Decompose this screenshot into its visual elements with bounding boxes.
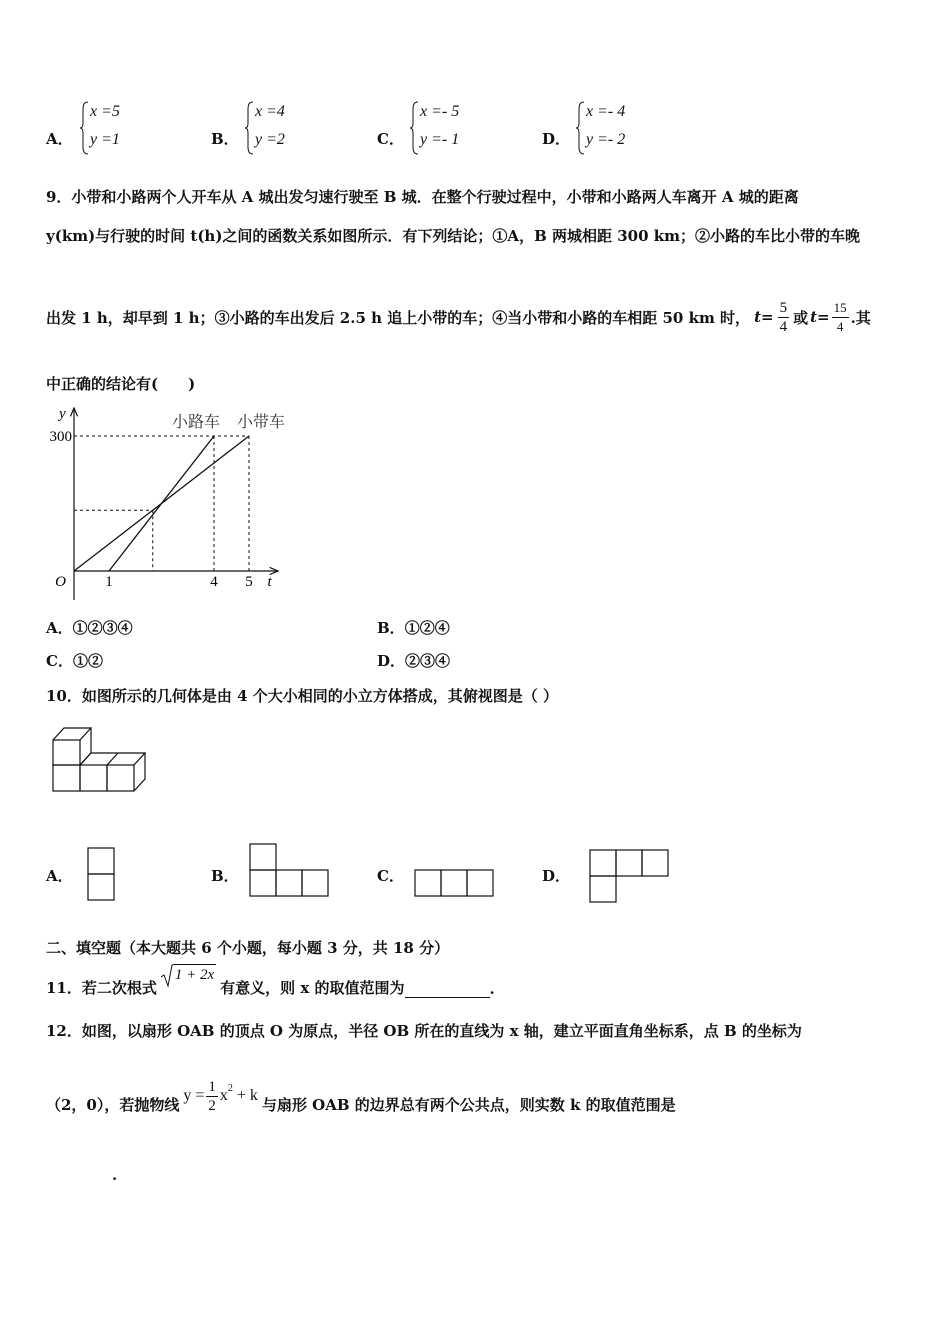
- q9-or: 或: [793, 308, 809, 327]
- brace-icon: [245, 101, 255, 155]
- origin-label: O: [55, 574, 66, 590]
- q8-option-a-y: y =1: [90, 131, 120, 148]
- q11-pre: 11．若二次根式: [46, 979, 157, 997]
- q10-option-b-letter[interactable]: B．: [211, 867, 239, 885]
- q9-line3-text: 出发 1 h，却早到 1 h；③小路的车出发后 2.5 h 追上小带的车；④当小带和小路的车相距 50 km 时，: [46, 308, 751, 327]
- q8-option-d-letter: D．: [542, 130, 571, 148]
- series-line-xiaodai: [74, 436, 249, 571]
- q9-frac-15-4: [832, 299, 849, 336]
- brace-icon: [410, 101, 420, 155]
- q11-post: 有意义，则 x 的取值范围为: [220, 979, 405, 997]
- q10-option-c-letter[interactable]: C．: [377, 867, 404, 885]
- q9-line1: 9．小带和小路两个人开车从 A 城出发匀速行驶至 B 城．在整个行驶过程中，小带和小路两人车离开 A 城的距离: [46, 188, 799, 206]
- q8-option-c-y: y =- 1: [420, 131, 460, 148]
- x-axis-label: t: [267, 574, 272, 590]
- q10-option-b-figure[interactable]: [248, 842, 330, 898]
- option-text: ①②: [72, 652, 103, 670]
- q8-option-b-letter: B．: [211, 130, 239, 148]
- q11-end: .: [489, 980, 495, 998]
- frac-numerator: 1: [208, 1078, 216, 1095]
- formula-fraction: [206, 1078, 218, 1115]
- q8-option-b-system: [245, 101, 325, 155]
- q10-text: 10．如图所示的几何体是由 4 个大小相同的小立方体搭成，其俯视图是（ ）: [46, 687, 558, 705]
- frac-denominator: 4: [836, 318, 844, 334]
- q8-option-a-letter: A．: [46, 130, 73, 148]
- section-2-title: 二、填空题（本大题共 6 个小题，每小题 3 分，共 18 分）: [46, 939, 450, 957]
- q8-option-d-y: y =- 2: [586, 131, 626, 148]
- q8-option-b-y: y =2: [255, 131, 285, 148]
- q8-option-a-x: x =5: [90, 103, 120, 120]
- q9-option-d[interactable]: [377, 650, 450, 671]
- option-letter: C．: [46, 652, 73, 670]
- formula-k: + k: [236, 1087, 258, 1104]
- q9-option-c[interactable]: [46, 650, 103, 671]
- q9-t-eq-1: t=: [754, 308, 774, 326]
- q10-option-a-letter[interactable]: A．: [46, 867, 73, 885]
- q9-option-b[interactable]: [377, 617, 450, 638]
- q8-option-c-x: x =- 5: [420, 103, 460, 120]
- q8-option-b-x: x =4: [255, 103, 285, 120]
- option-text: ①②③④: [72, 619, 133, 637]
- frac-numerator: 15: [832, 299, 849, 318]
- option-text: ①②④: [404, 619, 450, 637]
- q8-option-d-system: [576, 101, 666, 155]
- frac-numerator: 5: [779, 299, 788, 316]
- sqrt-icon: [161, 964, 173, 988]
- option-letter: B．: [377, 619, 405, 637]
- formula-x: x: [219, 1087, 228, 1104]
- q9-line2: y(km)与行驶的时间 t(h)之间的函数关系如图所示．有下列结论；①A，B 两城相距 300 km；②小路的车比小带的车晚: [46, 227, 860, 245]
- x-tick-label: 5: [245, 574, 253, 590]
- distance-time-chart: [40, 400, 300, 605]
- q9-line3-end: .其: [850, 308, 871, 327]
- option-letter: D．: [377, 652, 406, 670]
- series-label-xiaodai: 小带车: [237, 412, 286, 431]
- q9-line4: 中正确的结论有( ): [46, 375, 196, 393]
- y-tick-label: 300: [49, 429, 72, 445]
- q12-line2-post: 与扇形 OAB 的边界总有两个公共点，则实数 k 的取值范围是: [261, 1095, 676, 1114]
- q12-line1: 12．如图，以扇形 OAB 的顶点 O 为原点，半径 OB 所在的直线为 x 轴，建立平面直角坐标系，点 B 的坐标为: [46, 1022, 802, 1040]
- brace-icon: [80, 101, 90, 155]
- q10-option-a-figure[interactable]: [87, 846, 117, 902]
- brace-icon: [576, 101, 586, 155]
- q11-radicand: 1 + 2x: [173, 964, 216, 984]
- frac-denominator: 4: [779, 318, 788, 335]
- q11: [46, 962, 495, 998]
- q11-answer-blank[interactable]: [405, 983, 490, 998]
- q9-line3: [46, 287, 871, 347]
- option-letter: A．: [46, 619, 73, 637]
- q9-option-a[interactable]: [46, 617, 133, 638]
- formula-y: y =: [183, 1087, 205, 1104]
- x-tick-label: 1: [105, 574, 113, 590]
- q12-line2-pre: （2，0），若抛物线: [46, 1095, 180, 1114]
- q10-option-d-figure[interactable]: [588, 848, 670, 906]
- q12-formula: [183, 1078, 258, 1115]
- q9-t-eq-2: t=: [810, 308, 830, 326]
- frac-denominator: 2: [208, 1097, 216, 1114]
- q8-option-d-x: x =- 4: [586, 103, 626, 120]
- q8-option-a-system: [80, 101, 160, 155]
- q10-option-d-letter[interactable]: D．: [542, 867, 571, 885]
- y-axis-label: y: [59, 406, 66, 422]
- x-tick-label: 4: [210, 574, 218, 590]
- q12-line2: [46, 1080, 676, 1128]
- q12-end: .: [112, 1166, 118, 1184]
- q8-option-c-system: [410, 101, 500, 155]
- series-label-xiaolu: 小路车: [172, 412, 221, 431]
- q10-option-c-figure[interactable]: [413, 868, 495, 900]
- formula-exponent: 2: [227, 1082, 233, 1094]
- q9-frac-5-4: [778, 299, 790, 336]
- option-text: ②③④: [405, 652, 451, 670]
- cube-solid-figure: [50, 724, 150, 796]
- q11-radical: [161, 964, 216, 988]
- q8-option-c-letter: C．: [377, 130, 404, 148]
